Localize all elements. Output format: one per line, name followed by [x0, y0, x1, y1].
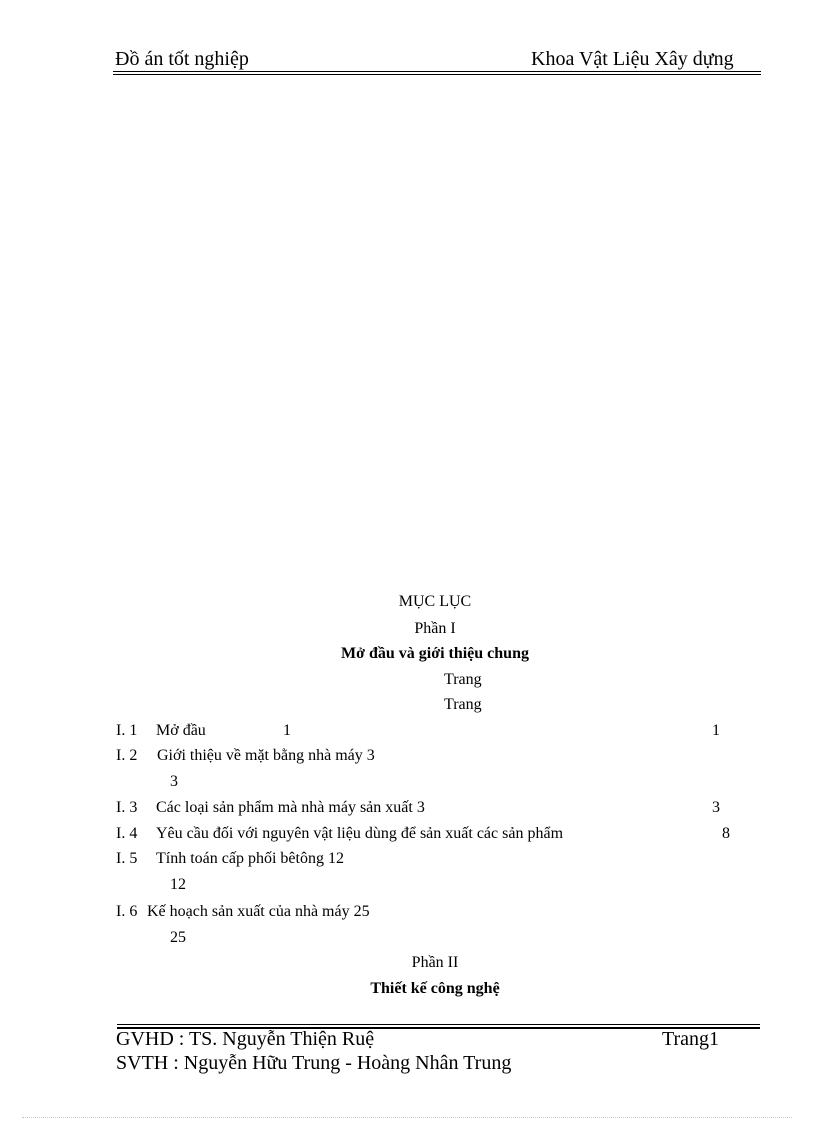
toc-entry-page: 12 — [170, 876, 186, 893]
toc-entry-number: I. 4 — [116, 825, 138, 842]
toc-entry-page: 25 — [170, 929, 186, 946]
header-right: Khoa Vật Liệu Xây dựng — [531, 48, 734, 70]
toc-entry-text: Yêu cầu đối với nguyên vật liệu dùng để sản xuất các sản phẩm — [156, 825, 564, 842]
part2-heading: Thiết kế công nghệ — [370, 980, 500, 997]
toc-entry-text: Các loại sản phẩm mà nhà máy sản xuất 3 — [156, 799, 425, 816]
toc-entry-number: I. 5 — [116, 850, 138, 867]
part1-label: Phần I — [414, 620, 456, 637]
toc-entry-number: I. 2 — [116, 747, 138, 764]
footer-page-number: Trang1 — [662, 1028, 720, 1050]
page-column-label-2: Trang — [444, 696, 482, 713]
toc-entry-text: Giới thiệu về mặt bằng nhà máy 3 — [157, 747, 375, 764]
part1-heading: Mở đầu và giới thiệu chung — [341, 645, 529, 662]
header-rule-bottom — [113, 74, 761, 75]
header-left: Đồ án tốt nghiệp — [115, 48, 249, 70]
toc-entry-page: 1 — [712, 722, 720, 739]
toc-entry-text: Mở đầu — [156, 722, 206, 739]
header-rule-top — [113, 71, 761, 72]
footer-students: SVTH : Nguyễn Hữu Trung - Hoàng Nhân Trung — [116, 1052, 512, 1074]
page-column-label: Trang — [444, 671, 482, 688]
toc-entry-number: I. 6 — [116, 903, 138, 920]
toc-entry-page: 8 — [722, 825, 730, 842]
part2-label: Phần II — [411, 954, 459, 971]
toc-entry-page: 3 — [712, 799, 720, 816]
footer-advisor: GVHD : TS. Nguyễn Thiện Ruệ — [116, 1028, 375, 1050]
toc-entry-number: I. 3 — [116, 799, 138, 816]
toc-entry-page: 3 — [170, 773, 178, 790]
toc-entry-inline-page: 1 — [283, 722, 291, 739]
footer-rule-top — [117, 1024, 760, 1025]
toc-entry-number: I. 1 — [116, 722, 138, 739]
toc-entry-text: Kế hoạch sản xuất của nhà máy 25 — [147, 903, 370, 920]
toc-title: MỤC LỤC — [398, 593, 472, 610]
toc-entry-text: Tính toán cấp phối bêtông 12 — [156, 850, 344, 867]
page-edge-divider — [22, 1117, 792, 1118]
